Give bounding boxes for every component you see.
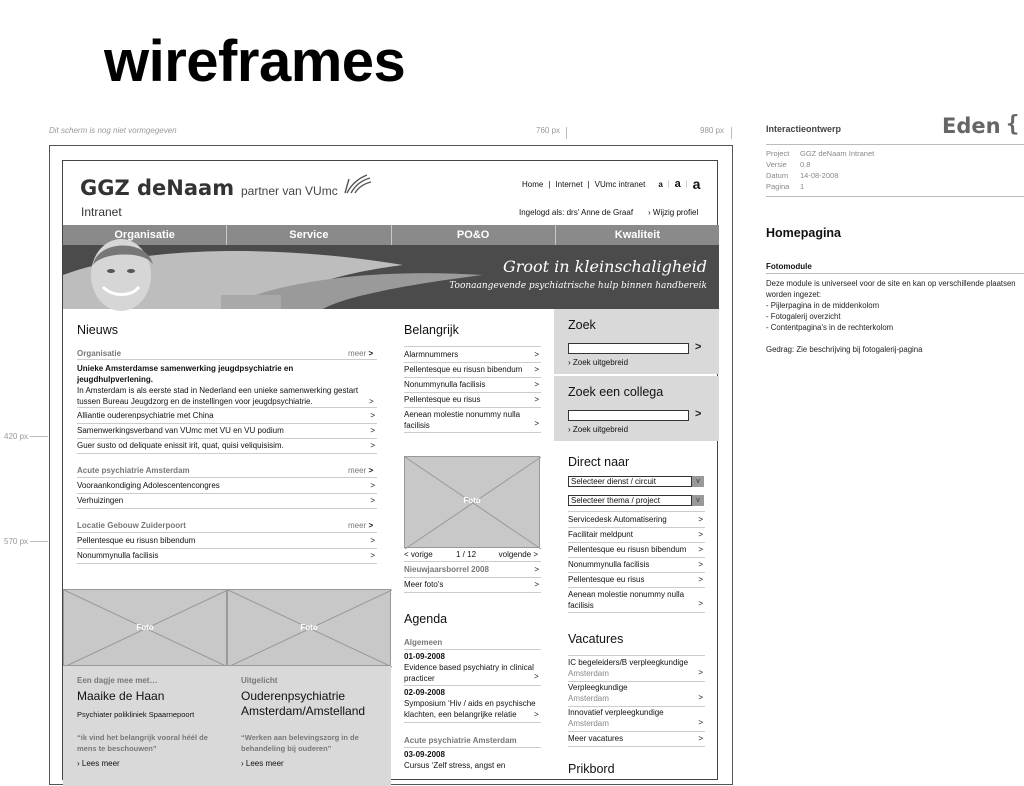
more-vacancies-link[interactable]: Meer vacatures > [568, 732, 705, 747]
list-item[interactable]: Facilitair meldpunt > [568, 528, 705, 543]
panel-heading: Interactieontwerp [766, 124, 842, 134]
agenda-group-label: Algemeen [404, 638, 443, 647]
nieuws-acute-meer[interactable]: meer > [348, 466, 374, 475]
photo-prev-link[interactable]: < vorige [404, 550, 433, 559]
divider [568, 511, 705, 512]
logo-main[interactable]: GGZ deNaam [80, 176, 235, 200]
agenda-event[interactable]: Symposium ‘Hiv / aids en psychische klachten, een belangrijke relatie [404, 699, 536, 719]
search-box [554, 309, 719, 374]
select-thema-project[interactable]: Selecteer thema / project [568, 495, 692, 506]
list-item[interactable]: Samenwerkingsverband van VUmc met VU en VU podium > [77, 424, 377, 439]
divider [77, 477, 377, 478]
width-980-marker [731, 127, 732, 139]
list-item[interactable]: Pellentesque eu risus > [568, 573, 705, 588]
vacancy-item[interactable]: Innovatief verpleegkundige Amsterdam > [568, 707, 705, 732]
agenda-event[interactable]: Evidence based psychiatry in clinical practicer [404, 663, 534, 683]
vacancy-item[interactable]: Verpleegkundige Amsterdam > [568, 682, 705, 707]
divider [568, 655, 705, 656]
chevron-down-icon[interactable]: v [692, 476, 704, 487]
main-nav-kwaliteit[interactable]: Kwaliteit [614, 229, 660, 241]
list-item[interactable]: Servicedesk Automatisering > [568, 513, 705, 528]
belangrijk-title: Belangrijk [404, 323, 459, 337]
nieuws-organisatie-label: Organisatie [77, 349, 122, 358]
select-dienst-circuit[interactable]: Selecteer dienst / circuit [568, 476, 692, 487]
profile-name[interactable]: Maaike de Haan [77, 689, 165, 703]
slide-title: wireframes [104, 29, 406, 94]
profile-kicker: Uitgelicht [241, 676, 278, 685]
agenda-date: 03-09-2008 [404, 750, 445, 759]
not-designed-note: Dit scherm is nog niet vormgegeven [49, 126, 177, 135]
list-item[interactable]: Vooraankondiging Adolescentencongres > [77, 479, 377, 494]
profile-quote: “Werken aan belevingszorg in de behandeling bij ouderen” [241, 733, 359, 753]
photo-pager [404, 550, 540, 559]
photo-module-image[interactable]: Foto [404, 456, 540, 548]
photo-next-link[interactable]: volgende > [498, 550, 538, 559]
vumc-logo-icon [343, 171, 373, 202]
panel-module-desc: Deze module is universeel voor de site en kan op verschillende plaatsen worden ingezet: - Pijlerpagina in de middenkolom - Fotogalerij overzicht - Contentpagina's in de rechterkolom [766, 279, 1016, 332]
eden-logo: Eden [942, 114, 1001, 138]
nieuws-locatie-meer[interactable]: meer > [348, 521, 374, 530]
list-item[interactable]: Guer susto od deliquate enissit irit, quat, quisi veliquisisim. > [77, 439, 377, 454]
search-submit-button[interactable]: > [695, 341, 702, 353]
height-420-marker [30, 436, 48, 437]
divider [766, 196, 1024, 197]
colleague-search-title: Zoek een collega [568, 385, 664, 399]
divider [404, 649, 541, 650]
banner-tagline: Toonaangevende psychiatrische hulp binnen handbereik [449, 281, 707, 291]
photo-caption[interactable]: Nieuwjaarsborrel 2008 > [404, 563, 541, 578]
list-item[interactable]: Nonummynulla facilisis > [77, 549, 377, 564]
height-570-label: 570 px [4, 537, 29, 546]
list-item[interactable]: Pellentesque eu risusn bibendum > [77, 534, 377, 549]
agenda-group-label: Acute psychiatrie Amsterdam [404, 736, 517, 745]
width-760-label: 760 px [536, 126, 561, 135]
colleague-search-box [554, 376, 719, 441]
divider [404, 346, 541, 347]
divider [77, 407, 377, 408]
list-item[interactable]: Verhuizingen > [77, 494, 377, 509]
nieuws-organisatie-meer[interactable]: meer > [348, 349, 374, 358]
hero-banner [63, 245, 719, 309]
direct-title: Direct naar [568, 455, 630, 469]
search-title: Zoek [568, 318, 596, 332]
agenda-arrow[interactable]: > [534, 710, 539, 719]
top-nav-internet[interactable]: Internet [555, 179, 583, 189]
logged-in-text: Ingelogd als: drs' Anne de Graaf [519, 208, 634, 217]
main-nav-organisatie[interactable]: Organisatie [63, 225, 227, 245]
list-item[interactable]: Nonummynulla facilisis > [568, 558, 705, 573]
nieuws-locatie-label: Locatie Gebouw Zuiderpoort [77, 521, 186, 530]
list-item[interactable]: Allianti​e ouderenpsychiatrie met China > [77, 409, 377, 424]
list-item[interactable]: Aenean molestie nonummy nulla facilisis > [568, 588, 705, 613]
panel-meta: Project GGZ deNaam Intranet Versie 0.8 Datum 14-08-2008 Pagina 1 [766, 149, 875, 191]
main-nav [63, 225, 719, 245]
profile-card-2 [227, 666, 391, 786]
panel-page-title: Homepagina [766, 226, 842, 240]
top-nav-home[interactable]: Home [522, 179, 544, 189]
profile-kicker: Een dagje mee met… [77, 676, 158, 685]
font-size-medium[interactable]: a [674, 178, 681, 190]
edit-profile-link[interactable]: › Wijzig profiel [648, 208, 699, 217]
agenda-event[interactable]: Cursus ‘Zelf stress, angst en [404, 761, 506, 770]
intranet-page [62, 160, 718, 780]
top-nav-vumc-intranet[interactable]: VUmc intranet [594, 179, 646, 189]
divider [404, 747, 541, 748]
profile-read-more[interactable]: › Lees meer [241, 759, 284, 768]
agenda-arrow[interactable]: > [534, 672, 539, 681]
list-item[interactable]: Pellentesque eu risusn bibendum > [568, 543, 705, 558]
profile-name[interactable]: Ouderenpsychiatrie Amsterdam/Amstelland [241, 689, 366, 718]
colleague-search-input[interactable] [568, 410, 689, 421]
list-item[interactable]: Pellentesque eu risusn bibendum > [404, 363, 541, 378]
nieuws-acute-label: Acute psychiatrie Amsterdam [77, 466, 190, 475]
main-nav-service[interactable]: Service [227, 225, 391, 245]
profile-quote: “ik vind het belangrijk vooral héél de mens te beschouwen” [77, 733, 208, 753]
lead-news-arrow[interactable]: > [369, 397, 374, 406]
font-size-small[interactable]: a [658, 179, 663, 189]
panel-module-title: Fotomodule [766, 262, 812, 271]
banner-headline: Groot in kleinschaligheid [502, 257, 707, 276]
lead-news-body: In Amsterdam is als eerste stad in Nederland een unieke samenwerking gestart tussen Bureau Jeugdzorg en de instellingen voor jeugdpsychiatrie. [77, 386, 359, 406]
chevron-down-icon[interactable]: v [692, 495, 704, 506]
width-760-marker [566, 127, 567, 139]
nieuws-title: Nieuws [77, 323, 118, 337]
profile-role: Psychiater polikliniek Spaarnepoort [77, 710, 195, 719]
search-input[interactable] [568, 343, 689, 354]
width-980-label: 980 px [700, 126, 725, 135]
vacatures-title: Vacatures [568, 632, 624, 646]
divider [77, 532, 377, 533]
lead-news-title[interactable]: Unieke Amsterdamse samenwerking jeugdpsychiatrie en jeugdhulpverlening. [77, 364, 294, 384]
list-item[interactable]: Nonummynulla facilisis > [404, 378, 541, 393]
hero-banner-art [63, 245, 719, 309]
profile-read-more[interactable]: › Lees meer [77, 759, 120, 768]
list-item[interactable]: Aenean molestie nonummy nulla facilisis > [404, 408, 541, 433]
photo-counter: 1 / 12 [456, 550, 477, 559]
divider [404, 722, 541, 723]
profile-photo-2: Foto [227, 589, 391, 666]
height-570-marker [30, 541, 48, 542]
agenda-date: 01-09-2008 [404, 652, 445, 661]
top-nav: Home | Internet | VUmc intranet a | a | a [522, 176, 701, 192]
divider [404, 685, 541, 686]
list-item[interactable]: Alarmnummers > [404, 348, 541, 363]
height-420-label: 420 px [4, 432, 29, 441]
divider [77, 359, 377, 360]
profile-card-1 [63, 666, 227, 786]
main-nav-poeno[interactable]: PO&O [392, 225, 556, 245]
colleague-search-submit-button[interactable]: > [695, 408, 702, 420]
divider [766, 273, 1024, 274]
more-photos-link[interactable]: Meer foto's > [404, 578, 541, 593]
logo-partner: partner van VUmc [241, 184, 338, 198]
colleague-search-advanced-link[interactable]: › Zoek uitgebreid [568, 425, 629, 434]
list-item[interactable]: Pellentesque eu risus > [404, 393, 541, 408]
prikbord-title: Prikbord [568, 762, 615, 776]
search-advanced-link[interactable]: › Zoek uitgebreid [568, 358, 629, 367]
profile-photo-1: Foto [63, 589, 227, 666]
agenda-title: Agenda [404, 612, 448, 626]
logo-sub: Intranet [81, 205, 122, 219]
vacancy-item[interactable]: IC begeleiders/B verpleegkundige Amsterdam > [568, 657, 705, 682]
eden-logo-brace: { [1006, 112, 1020, 137]
panel-behaviour: Gedrag: Zie beschrijving bij fotogalerij-pagina [766, 345, 923, 354]
divider [766, 144, 1024, 145]
font-size-large[interactable]: a [692, 176, 701, 192]
divider [404, 561, 541, 562]
agenda-date: 02-09-2008 [404, 688, 445, 697]
